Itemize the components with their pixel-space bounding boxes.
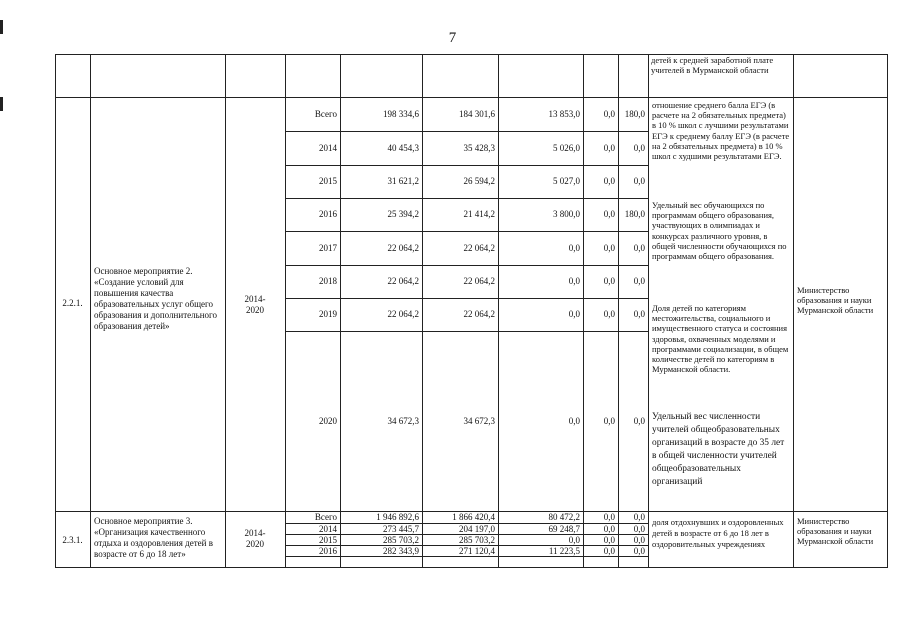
amount-cell: 0,0 [633,523,645,534]
amount-cell: 1 866 420,4 [452,512,495,522]
amount-cell: 40 454,3 [387,142,419,153]
amount-cell: 22 064,2 [463,276,495,287]
amount-cell: 0,0 [603,415,615,426]
amount-cell: 0,0 [568,534,580,545]
amount-cell: 0,0 [603,176,615,187]
amount-cell: 273 445,7 [383,523,419,534]
table-hline [285,198,648,199]
year-cell: 2016 [319,209,337,220]
year-cell: 2017 [319,242,337,253]
year-cell: 2014 [319,523,337,534]
amount-cell: 3 800,0 [553,209,580,220]
margin-mark-bottom [0,97,3,111]
amount-cell: 0,0 [568,242,580,253]
indicator-text: отношение среднего балла ЕГЭ (в расчете на 2 обязательных предмета) в 10 % школ с лучшими результатами ЕГЭ к среднему баллу ЕГЭ (в расчете на 2 обязательных предмета) в 10 % школ с худшими результатами ЕГЭ. [652,100,790,162]
row-code: 2.2.1. [62,298,83,308]
amount-cell: 5 026,0 [553,142,580,153]
table-hline [55,97,888,98]
table-hline [285,298,648,299]
amount-cell: 0,0 [633,534,645,545]
amount-cell: 0,0 [633,545,645,556]
amount-cell: 180,0 [624,209,645,220]
amount-cell: 80 472,2 [548,512,580,522]
indicator-text: Удельный вес обучающихся по программам общего образования, участвующих в олимпиадах и конкурсах различного уровня, в общей численности обучающихся по программам общего образования. [652,200,787,262]
amount-cell: 285 703,2 [459,534,495,545]
year-cell: 2014 [319,142,337,153]
year-cell: 2015 [319,176,337,187]
amount-cell: 0,0 [603,534,615,545]
amount-cell: 13 853,0 [548,108,580,119]
amount-cell: 11 223,5 [548,545,580,556]
amount-cell: 0,0 [633,176,645,187]
table-hline [285,331,648,332]
amount-cell: 0,0 [603,276,615,287]
table-hline [285,165,648,166]
year-cell: 2015 [319,534,337,545]
amount-cell: 0,0 [603,242,615,253]
year-cell: 2020 [319,415,337,426]
amount-cell: 21 414,2 [463,209,495,220]
amount-cell: 22 064,2 [387,309,419,320]
table-vline [887,54,888,568]
year-cell: Всего [314,108,337,119]
amount-cell: 0,0 [603,309,615,320]
executor-text: Министерство образования и науки Мурманской области [797,285,874,316]
amount-cell: 31 621,2 [387,176,419,187]
amount-cell: 184 301,6 [459,108,495,119]
amount-cell: 0,0 [603,142,615,153]
amount-cell: 0,0 [603,512,615,522]
page-number: 7 [448,30,457,46]
amount-cell: 198 334,6 [383,108,419,119]
amount-cell: 282 343,9 [383,545,419,556]
amount-cell: 0,0 [633,142,645,153]
amount-cell: 69 248,7 [548,523,580,534]
amount-cell: 0,0 [568,276,580,287]
indicator-text: Доля детей по категориям местожительства, социального и имущественного статуса и состояния здоровья, охваченных моделями и программами социализации, в общем количестве детей по категориям в Мурманской области. [652,303,789,375]
year-cell: 2019 [319,309,337,320]
amount-cell: 26 594,2 [463,176,495,187]
amount-cell: 34 672,3 [387,415,419,426]
table-hline [285,265,648,266]
amount-cell: 271 120,4 [459,545,495,556]
amount-cell: 0,0 [633,276,645,287]
amount-cell: 180,0 [624,108,645,119]
year-cell: 2018 [319,276,337,287]
table-hline [55,567,888,568]
table-vline [90,54,91,568]
amount-cell: 0,0 [633,512,645,522]
amount-cell: 0,0 [633,415,645,426]
table-hline [285,231,648,232]
amount-cell: 0,0 [603,209,615,220]
table-vline [793,54,794,568]
amount-cell: 22 064,2 [387,242,419,253]
indicator-text: доля отдохнувших и оздоровленных детей в возрасте от 6 до 18 лет в оздоровительных учреждениях [652,517,784,549]
amount-cell: 25 394,2 [387,209,419,220]
amount-cell: 285 703,2 [383,534,419,545]
amount-cell: 204 197,0 [459,523,495,534]
row-period: 2014- 2020 [244,294,266,315]
table-vline [55,54,56,568]
row-name: Основное мероприятие 2. «Создание условий для повышения качества образовательных услуг общего образования и дополнительного образования детей» [94,266,217,331]
amount-cell: 22 064,2 [463,309,495,320]
amount-cell: 0,0 [603,108,615,119]
amount-cell: 0,0 [633,309,645,320]
row-period: 2014- 2020 [244,528,266,549]
table-vline [648,54,649,568]
amount-cell: 0,0 [603,523,615,534]
amount-cell: 0,0 [633,242,645,253]
amount-cell: 1 946 892,6 [376,512,419,522]
row-code: 2.3.1. [62,535,83,545]
indicator-text: Удельный вес численности учителей общеобразовательных организаций в возрасте до 35 лет в общей численности учителей общеобразовательных организаций [652,412,785,487]
amount-cell: 5 027,0 [553,176,580,187]
margin-mark-top [0,20,3,34]
row-name: Основное мероприятие 3. «Организация качественного отдыха и оздоровления детей в возрасте от 6 до 18 лет» [94,516,213,559]
table-hline [285,131,648,132]
year-cell: Всего [314,512,337,522]
table-hline [285,556,648,557]
budget-table [55,54,888,568]
amount-cell: 0,0 [568,415,580,426]
continuation-indicator: детей к средней заработной плате учителей в Мурманской области [651,55,774,76]
amount-cell: 0,0 [603,545,615,556]
year-cell: 2016 [319,545,337,556]
executor-text: Министерство образования и науки Мурманской области [797,516,874,547]
amount-cell: 35 428,3 [463,142,495,153]
amount-cell: 22 064,2 [463,242,495,253]
amount-cell: 22 064,2 [387,276,419,287]
amount-cell: 0,0 [568,309,580,320]
amount-cell: 34 672,3 [463,415,495,426]
